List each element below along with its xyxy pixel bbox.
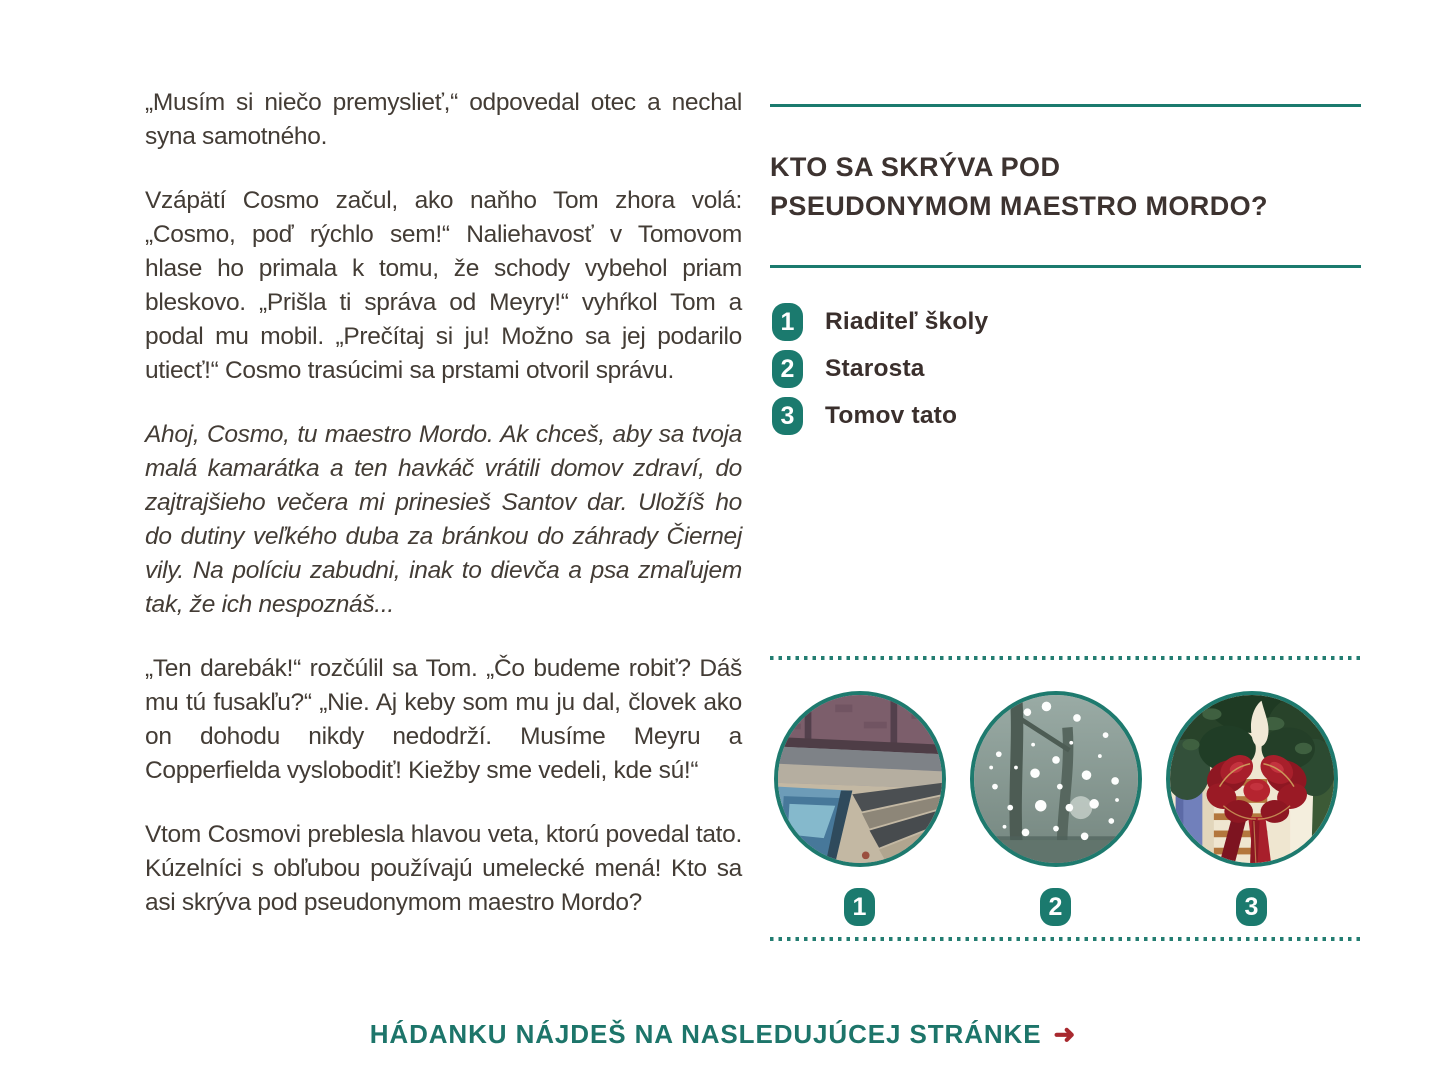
quiz-options-list (772, 303, 988, 444)
option-1-label: Riaditeľ školy (825, 308, 989, 335)
story-paragraph-2: Vzápätí Cosmo začul, ako naňho Tom zhora volá: „Cosmo, poď rýchlo sem!“ Naliehavosť v Tomovom hlase ho primala k tomu, že schody vybehol priam bleskovo. „Prišla ti správa od Meyry!“ vyhŕkol Tom a podal mu mobil. „Prečítaj si ju! Možno sa jej podarilo utiecť!“ Cosmo trasúcimi sa prstami otvoril správu. (145, 187, 742, 384)
dotted-divider-top (770, 656, 1361, 660)
option-image-3[interactable] (1166, 691, 1338, 867)
option-3-number-badge: 3 (772, 397, 803, 435)
story-paragraph-5: Vtom Cosmovi preblesla hlavou veta, ktorú povedal tato. Kúzelníci s obľubou používajú umelecké mená! Kto sa asi skrýva pod pseudonymom maestro Mordo? (145, 821, 742, 916)
option-image-2[interactable] (970, 691, 1142, 867)
story-paragraph-1: „Musím si niečo premyslieť,“ odpovedal otec a nechal syna samotného. (145, 89, 742, 150)
image-3-number-badge: 3 (1236, 888, 1267, 926)
snowy-forest-image (974, 695, 1138, 863)
arrow-right-icon: ➜ (1053, 1019, 1076, 1049)
quiz-panel (770, 0, 1361, 1084)
option-2-label: Starosta (825, 355, 925, 382)
page-footer (0, 1019, 1445, 1050)
quiz-option-1[interactable] (772, 303, 988, 341)
option-image-1[interactable] (774, 691, 946, 867)
quiz-option-3[interactable] (772, 397, 988, 435)
divider-middle (770, 265, 1361, 268)
option-1-number-badge: 1 (772, 303, 803, 341)
image-2-number-badge: 2 (1040, 888, 1071, 926)
quiz-option-2[interactable] (772, 350, 988, 388)
option-3-label: Tomov tato (825, 402, 958, 429)
dotted-divider-bottom (770, 937, 1361, 941)
divider-top (770, 104, 1361, 107)
option-2-number-badge: 2 (772, 350, 803, 388)
cellar-steps-image (778, 695, 942, 863)
story-paragraph-ransom-message: Ahoj, Cosmo, tu maestro Mordo. Ak chceš, aby sa tvoja malá kamarátka a ten havkáč vrátili domov zdraví, do zajtrajšieho večera mi prinesieš Santov dar. Uložíš ho do dutiny veľkého duba za bránkou do záhrady Čiernej vily. Na políciu zabudni, inak to dievča a psa zmaľujem tak, že ich nespoznáš... (145, 421, 742, 618)
footer-hint-text: HÁDANKU NÁJDEŠ NA NASLEDUJÚCEJ STRÁNKE (369, 1019, 1042, 1049)
christmas-wreath-image (1170, 695, 1334, 863)
story-paragraph-4: „Ten darebák!“ rozčúlil sa Tom. „Čo budeme robiť? Dáš mu tú fusakľu?“ „Nie. Aj keby som mu ju dal, človek ako on dohodu nikdy nedodrží. Musíme Meyru a Copperfielda vyslobodiť! Kiežby sme vedeli, kde sú!“ (145, 655, 742, 784)
story-column (145, 86, 742, 950)
quiz-question-title: KTO SA SKRÝVA POD PSEUDONYMOM MAESTRO MORDO? (770, 152, 1268, 221)
image-1-number-badge: 1 (844, 888, 875, 926)
